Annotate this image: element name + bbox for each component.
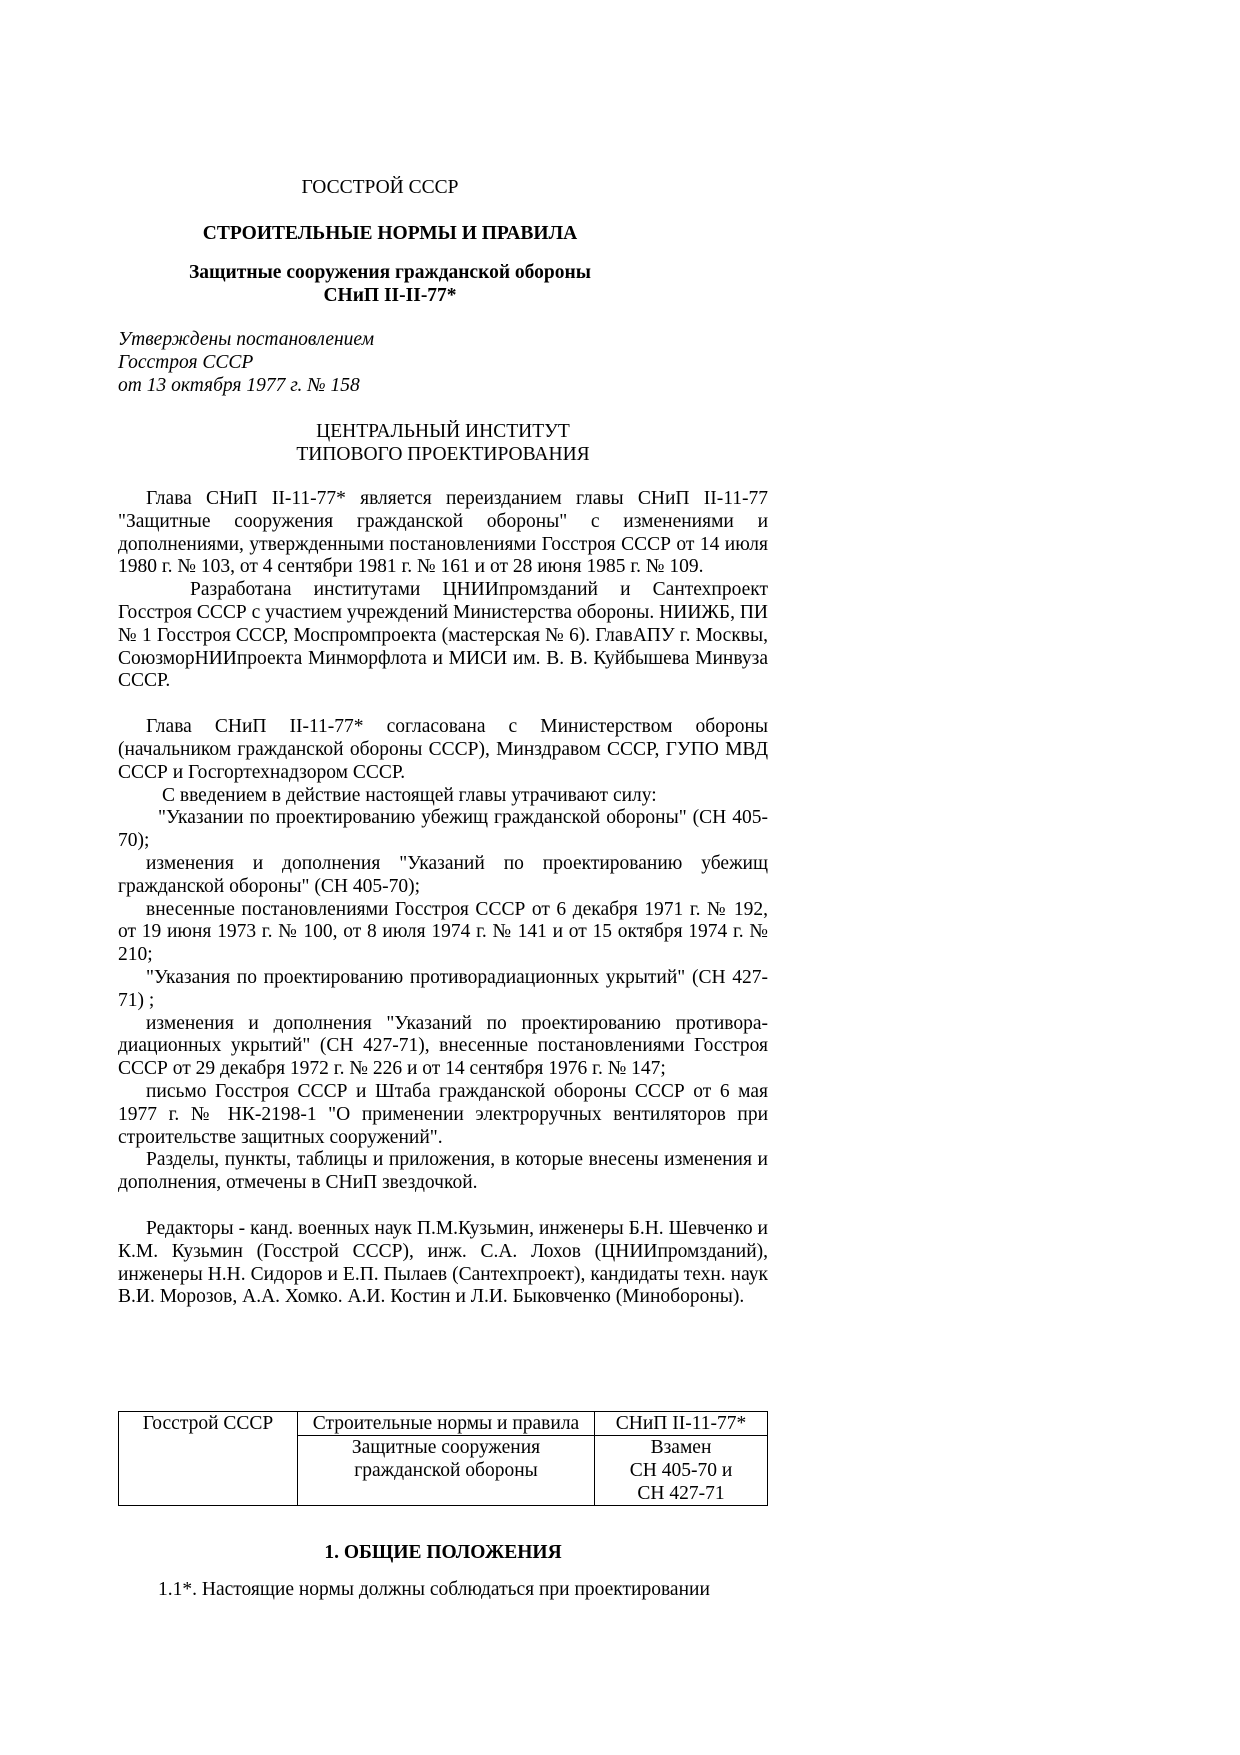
approval-line: от 13 октября 1977 г. № 158 — [118, 375, 360, 396]
paragraph: С введением в действие настоящей главы утрачивают силу: — [162, 784, 657, 806]
institute-block — [118, 420, 768, 466]
paragraph: "Указания по проектированию противорадиационных укрытий" (СН 427-71) ; — [118, 966, 768, 1011]
replaces-line: СН 427-71 — [637, 1483, 725, 1504]
approval-line: Утверждены постановлением — [118, 329, 375, 350]
table-cell-code: СНиП II-11-77* — [595, 1412, 768, 1436]
paragraph: изменения и дополнения "Указаний по проектированию противора-диационных укрытий" (СН 427-71), внесенные постановлениями Госстроя СССР от 29 декабря 1972 г. № 226 и от 14 сентября 1976 г. № 147; — [118, 1012, 768, 1080]
intro-body — [118, 488, 768, 1309]
paragraph: "Указании по проектированию убежищ гражданской обороны" (СН 405-70); — [118, 807, 768, 852]
document-subtitle — [0, 261, 780, 307]
paragraph: внесенные постановлениями Госстроя СССР от 6 декабря 1971 г. № 192, от 19 июня 1973 г. № 100, от 8 июля 1974 г. № 141 и от 15 октября 1974 г. № 210; — [118, 898, 768, 966]
table-title-text: Защитные сооружения гражданской обороны — [351, 1437, 541, 1481]
institute-line: ЦЕНТРАЛЬНЫЙ ИНСТИТУТ — [316, 421, 570, 442]
table-cell-replaces — [595, 1436, 768, 1506]
paragraph: Редакторы - канд. военных наук П.М.Кузьмин, инженеры Б.Н. Шевченко и К.М. Кузьмин (Госстрой СССР), инж. С.А. Лохов (ЦНИИпромзданий), инженеры Н.Н. Сидоров и Е.П. Пылаев (Сантехпроект), кандидаты техн. наук В.И. Морозов, А.А. Хомко. А.И. Костин и Л.И. Быковченко (Минобороны). — [118, 1217, 768, 1308]
section-paragraph: 1.1*. Настоящие нормы должны соблюдаться при проектировании — [158, 1579, 710, 1600]
paragraph: Разделы, пункты, таблицы и приложения, в которые внесены изменения и дополнения, отмечены в СНиП звездочкой. — [118, 1149, 768, 1194]
approval-line: Госстроя СССР — [118, 352, 254, 373]
approval-block — [118, 328, 374, 397]
paragraph: изменения и дополнения "Указаний по проектированию убежищ гражданской обороны" (СН 405-70); — [118, 852, 768, 897]
institute-line: ТИПОВОГО ПРОЕКТИРОВАНИЯ — [296, 444, 590, 465]
subtitle-code: СНиП II-II-77* — [323, 285, 457, 306]
paragraph: Разработана институтами ЦНИИпромзданий и Сантехпроект Госстроя СССР с участием учреждений Министерства обороны. НИИЖБ, ПИ № 1 Госстроя СССР, Моспромпроекта (мастерская № 6). ГлавАПУ г. Москвы, СоюзморНИИпроекта Минморфлота и МИСИ им. В. В. Куйбышева Минвуза СССР. — [118, 579, 768, 692]
document-title: СТРОИТЕЛЬНЫЕ НОРМЫ И ПРАВИЛА — [202, 223, 578, 244]
paragraph: Глава СНиП II-11-77* является переизданием главы СНиП II-11-77 "Защитные сооружения гражданской обороны" с изменениями и дополнениями, утвержденными постановлениями Госстроя СССР от 14 июля 1980 г. № 103, от 4 сентябри 1981 г. № 161 и от 28 июня 1985 г. № 109. — [118, 488, 768, 578]
table-cell-org: Госстрой СССР — [119, 1412, 298, 1506]
header-org: ГОССТРОЙ СССР — [301, 177, 459, 198]
replaces-line: СН 405-70 и — [629, 1460, 733, 1481]
subtitle-name: Защитные сооружения гражданской обороны — [189, 262, 591, 283]
table-cell-title — [298, 1436, 595, 1506]
table-cell-type: Строительные нормы и правила — [298, 1412, 595, 1436]
paragraph: Глава СНиП II-11-77* согласована с Министерством обороны (начальником гражданской обороны СССР), Минздравом СССР, ГУПО МВД СССР и Госгортехнадзором СССР. — [118, 716, 768, 783]
section-title: 1. ОБЩИЕ ПОЛОЖЕНИЯ — [324, 1542, 562, 1563]
document-header-table — [118, 1411, 768, 1506]
paragraph: письмо Госстроя СССР и Штаба гражданской обороны СССР от 6 мая 1977 г. № НК-2198-1 "О применении электроручных вентиляторов при строительстве защитных сооружений". — [118, 1080, 768, 1148]
replaces-line: Взамен — [650, 1437, 712, 1458]
